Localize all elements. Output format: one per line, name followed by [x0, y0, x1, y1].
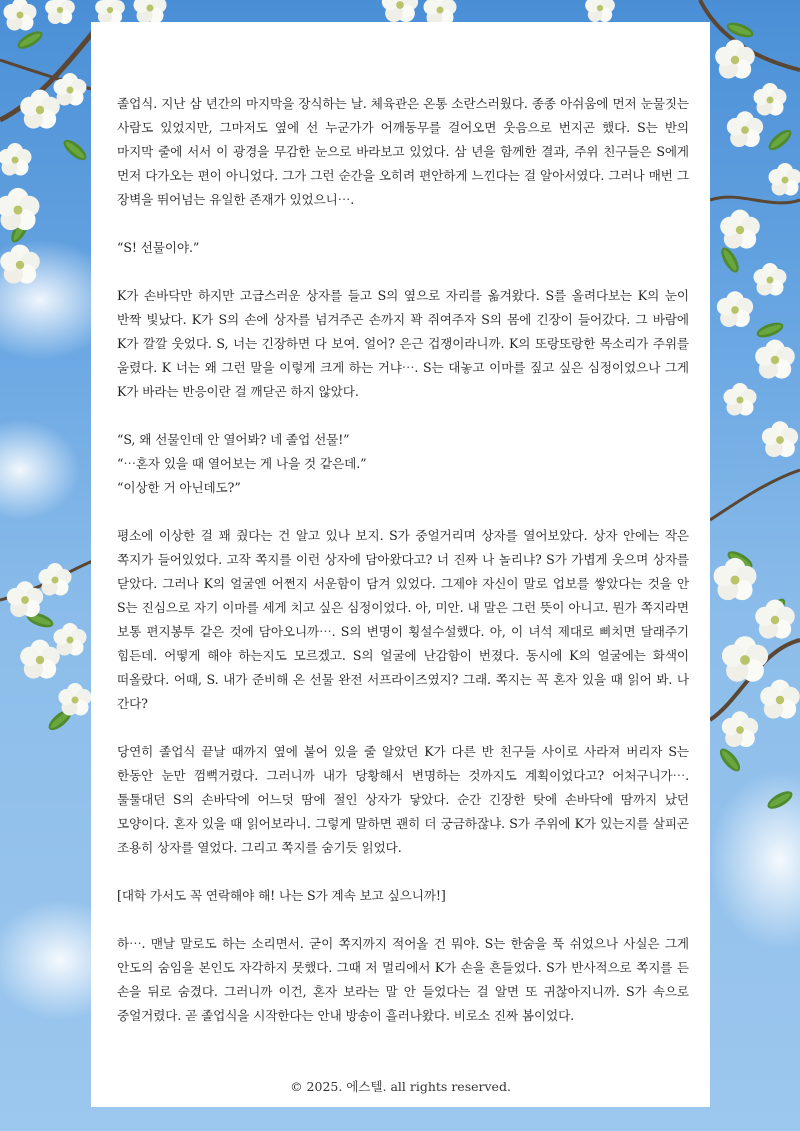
dialogue-gift: “S! 선물이야.” — [117, 240, 200, 255]
dialogue-not-strange: “이상한 거 아닌데도?” — [117, 480, 241, 495]
dialogue-why-not-open: “S, 왜 선물인데 안 열어봐? 네 졸업 선물!” — [117, 432, 350, 447]
paragraph-intro: 졸업식. 지난 삼 년간의 마지막을 장식하는 날. 체육관은 온통 소란스러웠다. 종종 아쉬움에 먼저 눈물짓는 사람도 있었지만, 그마저도 옆에 선 누군가가 어깨동무를 걸어오면 웃음으로 번지곤 했다. S는 반의 마지막 줄에 서서 이 광경을 무감한 눈으로 바라보고 있었다. 삼 년을 함께한 결과, 주위 친구들은 S에게 먼저 다가오는 편이 아니었다. 그가 그런 순간을 오히려 편안하게 느낀다는 걸 알아서였다. 그러나 매번 그 장벽을 뛰어넘는 유일한 존재가 있었으니⋯. — [117, 96, 689, 207]
copyright-footer: © 2025. 에스텔. all rights reserved. — [290, 1079, 511, 1094]
dialogue-alone: “⋯혼자 있을 때 열어보는 게 나을 것 같은데.” — [117, 456, 367, 471]
paragraph-ending: 하⋯. 맨날 말로도 하는 소리면서. 굳이 쪽지까지 적어올 건 뭐야. S는 한숨을 푹 쉬었으나 사실은 그게 안도의 숨임을 본인도 자각하지 못했다. 그때 저 멀리에서 K가 손을 흔들었다. S가 반사적으로 쪽지를 든 손을 뒤로 숨겼다. 그러니까 이건, 혼자 보라는 말 안 들었다는 걸 알면 또 귀찮아지니까. S가 속으로 중얼거렸다. 곧 졸업식을 시작한다는 안내 방송이 흘러나왔다. 비로소 진짜 봄이었다. — [117, 936, 689, 1023]
paragraph-k-arrives: K가 손바닥만 하지만 고급스러운 상자를 들고 S의 옆으로 자리를 옮겨왔다. S를 올려다보는 K의 눈이 반짝 빛났다. K가 S의 손에 상자를 넘겨주곤 손까지 꽉 쥐여주자 S의 몸에 긴장이 들어갔다. 그 바람에 K가 깔깔 웃었다. S, 너는 긴장하면 다 보여. 얼어? 은근 겁쟁이라니까. K의 또랑또랑한 목소리가 주위를 울렸다. K 너는 왜 그런 말을 이렇게 크게 하는 거냐⋯. S는 대놓고 이마를 짚고 싶은 심정이었으나 그게 K가 바라는 반응이란 걸 깨닫곤 하지 않았다. — [117, 288, 689, 399]
paragraph-k-leaves: 당연히 졸업식 끝날 때까지 옆에 붙어 있을 줄 알았던 K가 다른 반 친구들 사이로 사라져 버리자 S는 한동안 눈만 껌뻑거렸다. 그러니까 내가 당황해서 변명하는 것까지도 계획이었다고? 어처구니가⋯. 툴툴대던 S의 손바닥에 어느덧 땀에 절인 상자가 닿았다. 순간 긴장한 탓에 손바닥에 땀까지 났던 모양이다. 혼자 있을 때 읽어보라니. 그렇게 말하면 괜히 더 궁금하잖냐. S가 주위에 K가 있는지를 살피곤 조용히 상자를 열었다. 그리고 쪽지를 숨기듯 읽었다. — [117, 744, 689, 855]
note-text: [대학 가서도 꼭 연락해야 해! 나는 S가 계속 보고 싶으니까!] — [117, 888, 446, 903]
paragraph-opening-box: 평소에 이상한 걸 꽤 줬다는 건 알고 있나 보지. S가 중얼거리며 상자를 열어보았다. 상자 안에는 작은 쪽지가 들어있었다. 고작 쪽지를 이런 상자에 담아왔다고? 너 진짜 나 놀리냐? S가 가볍게 웃으며 상자를 닫았다. 그러나 K의 얼굴엔 어쩐지 서운함이 담겨 있었다. 그제야 자신이 말로 업보를 쌓았다는 것을 안 S는 진심으로 자기 이마를 세게 치고 싶은 심정이었다. 아, 미안. 내 말은 그런 뜻이 아니고. 뭔가 쪽지라면 보통 편지봉투 같은 것에 담아오니까⋯. S의 변명이 횡설수설했다. 아, 이 녀석 제대로 삐치면 달래주기 힘든데. 어떻게 해야 하는지도 모르겠고. S의 얼굴에 난감함이 번졌다. 동시에 K의 얼굴에는 화색이 떠올랐다. 어때, S. 내가 준비해 온 선물 완전 서프라이즈였지? 그래. 쪽지는 꼭 혼자 있을 때 읽어 봐. 나 간다? — [117, 528, 689, 711]
story-text — [117, 92, 689, 1052]
